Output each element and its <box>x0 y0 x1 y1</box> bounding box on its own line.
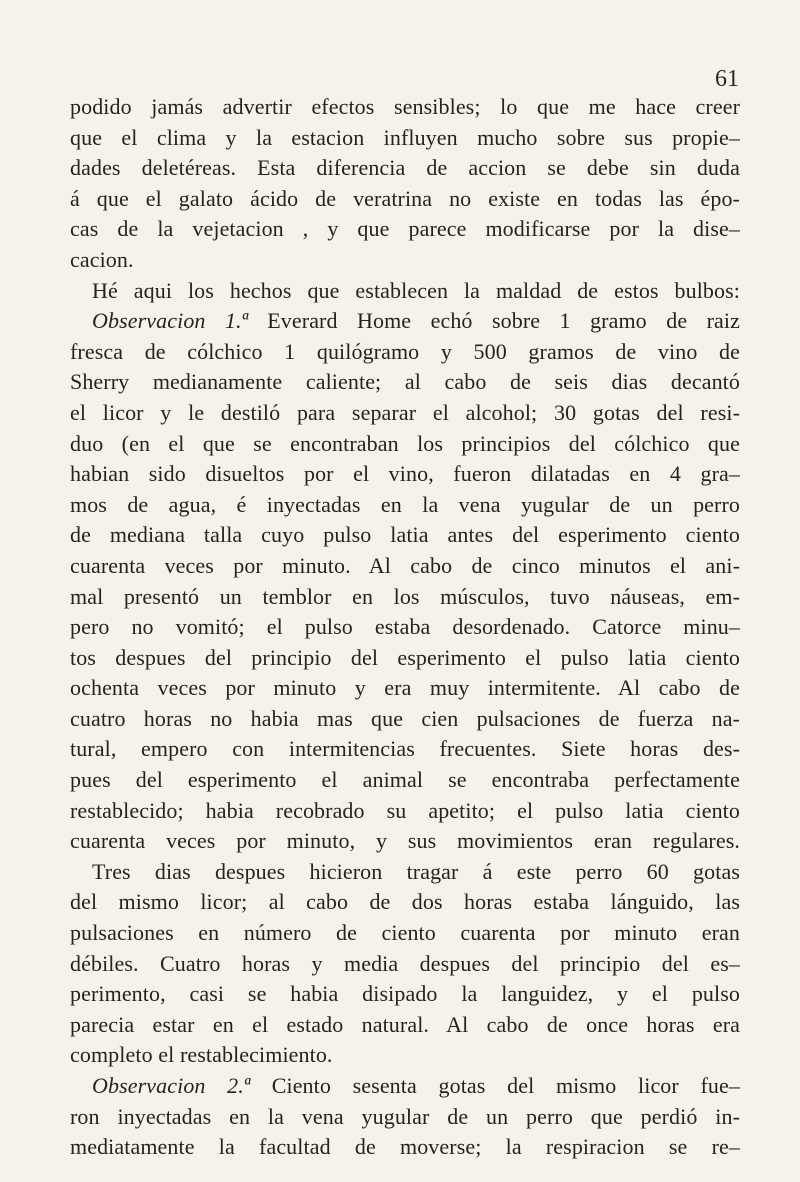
text-line: fresca de cólchico 1 quilógramo y 500 gramos de vino de <box>70 338 740 364</box>
text-line: cas de la vejetacion , y que parece modificarse por la dise– <box>70 216 740 242</box>
text-line: completo el restablecimiento. <box>70 1042 333 1068</box>
text-line: ron inyectadas en la vena yugular de un perro que perdió in- <box>70 1103 740 1129</box>
text-line: mediatamente la facultad de moverse; la respiracion se re– <box>70 1134 740 1160</box>
text-line: podido jamás advertir efectos sensibles; lo que me hace creer <box>70 94 740 119</box>
text-line: el licor y le destiló para separar el alcohol; 30 gotas del resi- <box>70 399 740 425</box>
text-line: pues del esperimento el animal se encontraba perfectamente <box>70 767 740 793</box>
text-line: Tres dias despues hicieron tragar á este perro 60 gotas <box>92 858 740 884</box>
text-line: que el clima y la estacion influyen mucho sobre sus propie– <box>70 124 740 150</box>
page-number: 61 <box>715 66 739 92</box>
text-line: ochenta veces por minuto y era muy intermitente. Al cabo de <box>70 675 740 701</box>
observation-heading: Observacion 2.ª <box>92 1073 251 1098</box>
text-line: cuarenta veces por minuto, y sus movimientos eran regulares. <box>70 828 740 854</box>
text-line: cuarenta veces por minuto. Al cabo de cinco minutos el ani- <box>70 552 740 578</box>
text-line: parecia estar en el estado natural. Al cabo de once horas era <box>70 1011 740 1037</box>
text-line: mal presentó un temblor en los músculos, tuvo náuseas, em- <box>70 583 740 609</box>
text-line: Hé aqui los hechos que establecen la maldad de estos bulbos: <box>92 277 740 303</box>
text-line: cuatro horas no habia mas que cien pulsaciones de fuerza na- <box>70 705 740 731</box>
text-line: tos despues del principio del esperimento el pulso latia ciento <box>70 644 740 670</box>
text-line: perimento, casi se habia disipado la languidez, y el pulso <box>70 981 740 1007</box>
text-line: pulsaciones en número de ciento cuarenta por minuto eran <box>70 920 740 946</box>
text-line: pero no vomitó; el pulso estaba desordenado. Catorce minu– <box>70 614 740 640</box>
text-line: á que el galato ácido de veratrina no existe en todas las épo- <box>70 185 740 211</box>
observation-heading: Observacion 1.ª <box>92 308 248 334</box>
text-line: duo (en el que se encontraban los principios del cólchico que <box>70 430 740 456</box>
text-line: mos de agua, é inyectadas en la vena yugular de un perro <box>70 491 740 517</box>
text-line: dades deletéreas. Esta diferencia de accion se debe sin duda <box>70 155 740 181</box>
text-line: restablecido; habia recobrado su apetito; el pulso latia ciento <box>70 797 740 823</box>
text-line: Observacion 1.ª Everard Home echó sobre 1 gramo de raiz <box>92 308 740 334</box>
text-line: habian sido disueltos por el vino, fueron dilatadas en 4 gra– <box>70 461 740 487</box>
text-line: Sherry medianamente caliente; al cabo de seis dias decantó <box>70 369 740 395</box>
text-line: débiles. Cuatro horas y media despues del principio del es– <box>70 950 740 976</box>
text-line: tural, empero con intermitencias frecuentes. Siete horas des- <box>70 736 740 762</box>
body-text <box>70 92 740 1163</box>
text-line: Observacion 2.ª Ciento sesenta gotas del mismo licor fue– <box>92 1073 740 1098</box>
text-line: de mediana talla cuyo pulso latia antes del esperimento ciento <box>70 522 740 548</box>
text-line: del mismo licor; al cabo de dos horas estaba lánguido, las <box>70 889 740 915</box>
text-line: cacion. <box>70 246 134 272</box>
